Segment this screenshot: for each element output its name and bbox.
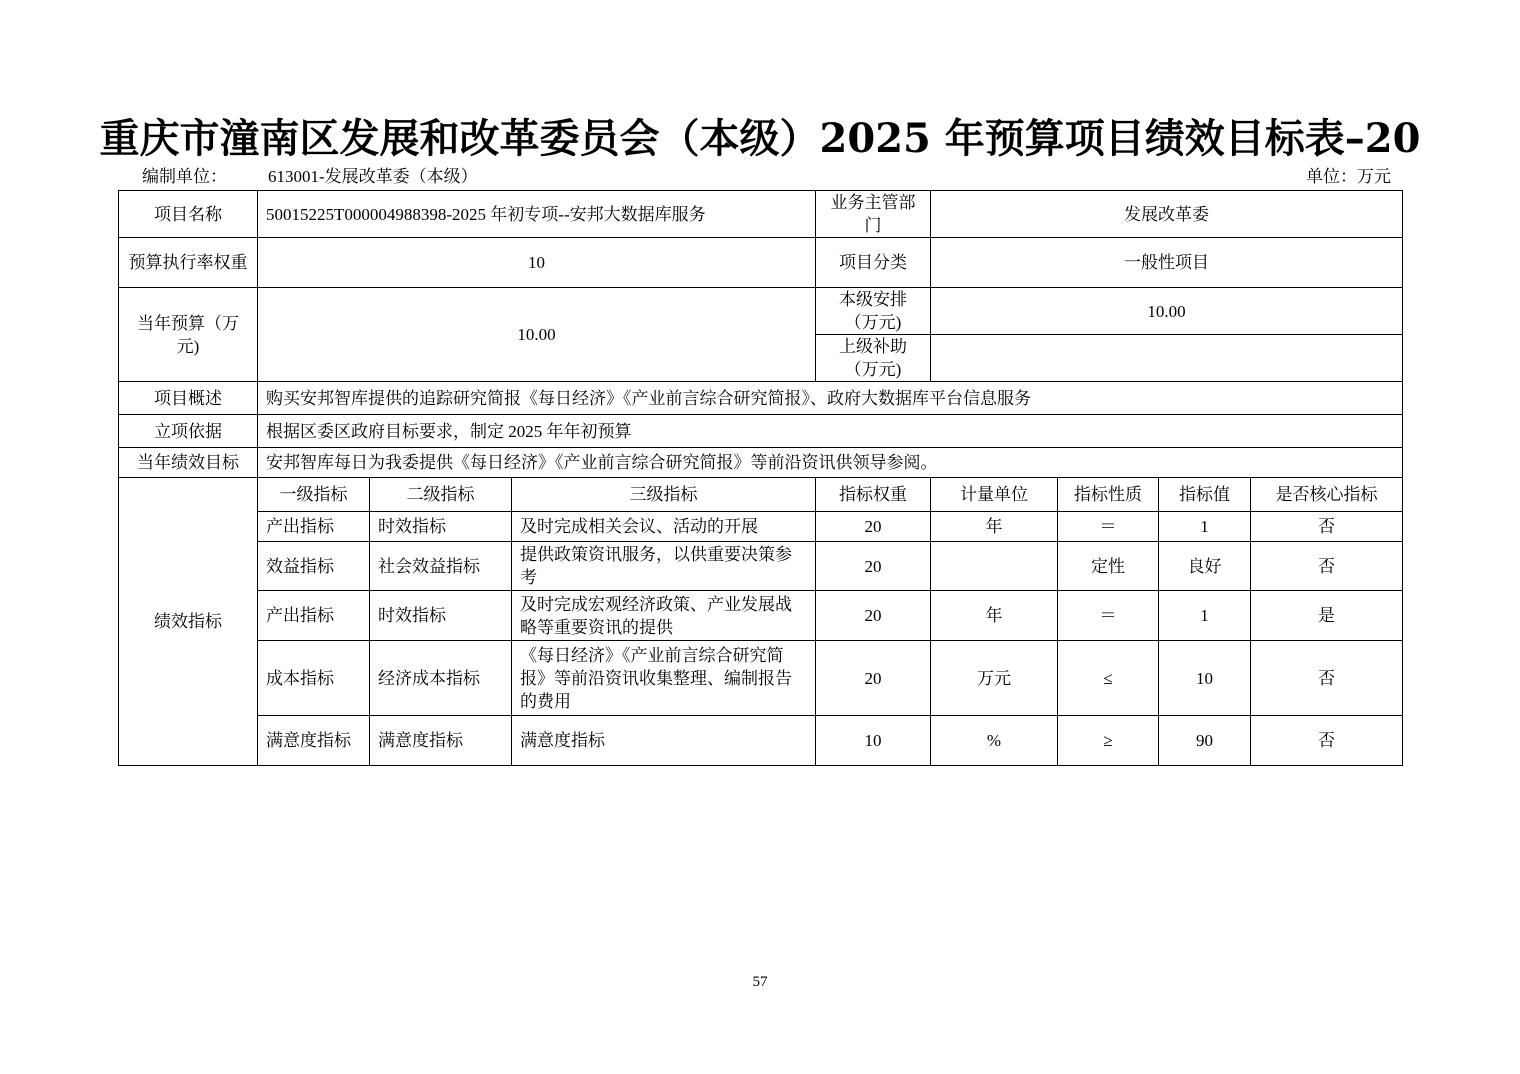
indicator-unit: 年 [931,512,1058,542]
indicators-label: 绩效指标 [119,478,258,766]
unit-value: 613001-发展改革委（本级） [268,167,478,186]
row-basis [119,415,1403,448]
indicator-nature: ＝ [1058,512,1159,542]
indicator-l3: 满意度指标 [512,716,816,766]
currency-unit: 单位：万元 [1306,167,1391,186]
superior-label: 上级补助（万元) [816,335,931,382]
row-goal [119,448,1403,478]
project-name-label: 项目名称 [119,191,258,238]
indicator-weight: 20 [816,591,931,641]
indicator-l3: 及时完成宏观经济政策、产业发展战略等重要资讯的提供 [512,591,816,641]
indicator-l2: 经济成本指标 [370,641,512,716]
indicator-l1: 成本指标 [258,641,370,716]
indicator-core: 否 [1251,512,1403,542]
header-l2: 二级指标 [370,478,512,512]
row-exec-weight [119,238,1403,288]
indicator-l2: 时效指标 [370,591,512,641]
indicator-weight: 20 [816,542,931,591]
indicator-value: 良好 [1159,542,1251,591]
page-number: 57 [752,974,768,990]
indicator-core: 否 [1251,641,1403,716]
dept-label: 业务主管部门 [816,191,931,238]
header-weight: 指标权重 [816,478,931,512]
header-unit: 计量单位 [931,478,1058,512]
indicator-l1: 产出指标 [258,512,370,542]
indicator-value: 1 [1159,591,1251,641]
overview-label: 项目概述 [119,382,258,415]
annual-budget-value: 10.00 [258,288,816,382]
row-annual-budget [119,288,1403,335]
overview-value: 购买安邦智库提供的追踪研究简报《每日经济》《产业前言综合研究简报》、政府大数据库平台信息服务 [258,382,1403,415]
indicator-row [119,512,1403,542]
indicator-row [119,641,1403,716]
row-project-name [119,191,1403,238]
row-overview [119,382,1403,415]
indicator-row [119,591,1403,641]
indicator-unit: 万元 [931,641,1058,716]
exec-weight-value: 10 [258,238,816,288]
indicator-nature: ≤ [1058,641,1159,716]
indicator-core: 否 [1251,542,1403,591]
indicator-nature: ＝ [1058,591,1159,641]
indicator-row [119,542,1403,591]
indicator-nature: 定性 [1058,542,1159,591]
project-name-value: 50015225T000004988398-2025 年初专项--安邦大数据库服务 [258,191,816,238]
indicator-value: 1 [1159,512,1251,542]
indicator-unit: 年 [931,591,1058,641]
indicator-l2: 满意度指标 [370,716,512,766]
exec-weight-label: 预算执行率权重 [119,238,258,288]
indicator-l3: 及时完成相关会议、活动的开展 [512,512,816,542]
indicator-l3: 提供政策资讯服务，以供重要决策参考 [512,542,816,591]
goal-value: 安邦智库每日为我委提供《每日经济》《产业前言综合研究简报》等前沿资讯供领导参阅。 [258,448,1403,478]
indicator-nature: ≥ [1058,716,1159,766]
header-value: 指标值 [1159,478,1251,512]
unit-label: 编制单位： [142,167,227,186]
indicator-value: 90 [1159,716,1251,766]
header-l1: 一级指标 [258,478,370,512]
annual-budget-label: 当年预算（万元) [119,288,258,382]
performance-table [118,190,1403,766]
indicator-weight: 10 [816,716,931,766]
indicator-l1: 效益指标 [258,542,370,591]
category-label: 项目分类 [816,238,931,288]
indicator-row [119,716,1403,766]
indicator-l1: 产出指标 [258,591,370,641]
indicator-weight: 20 [816,512,931,542]
dept-value: 发展改革委 [931,191,1403,238]
header-core: 是否核心指标 [1251,478,1403,512]
indicator-l2: 时效指标 [370,512,512,542]
superior-value [931,335,1403,382]
indicator-header-row [119,478,1403,512]
category-value: 一般性项目 [931,238,1403,288]
local-value: 10.00 [931,288,1403,335]
header-nature: 指标性质 [1058,478,1159,512]
indicator-l3: 《每日经济》《产业前言综合研究简报》等前沿资讯收集整理、编制报告的费用 [512,641,816,716]
indicator-weight: 20 [816,641,931,716]
indicator-core: 否 [1251,716,1403,766]
header-l3: 三级指标 [512,478,816,512]
basis-value: 根据区委区政府目标要求，制定 2025 年年初预算 [258,415,1403,448]
indicator-unit: % [931,716,1058,766]
indicator-l2: 社会效益指标 [370,542,512,591]
indicator-unit [931,542,1058,591]
indicator-l1: 满意度指标 [258,716,370,766]
page-title: 重庆市潼南区发展和改革委员会（本级）2025 年预算项目绩效目标表–20 [99,115,1421,162]
goal-label: 当年绩效目标 [119,448,258,478]
indicator-core: 是 [1251,591,1403,641]
local-label: 本级安排（万元) [816,288,931,335]
basis-label: 立项依据 [119,415,258,448]
indicator-value: 10 [1159,641,1251,716]
